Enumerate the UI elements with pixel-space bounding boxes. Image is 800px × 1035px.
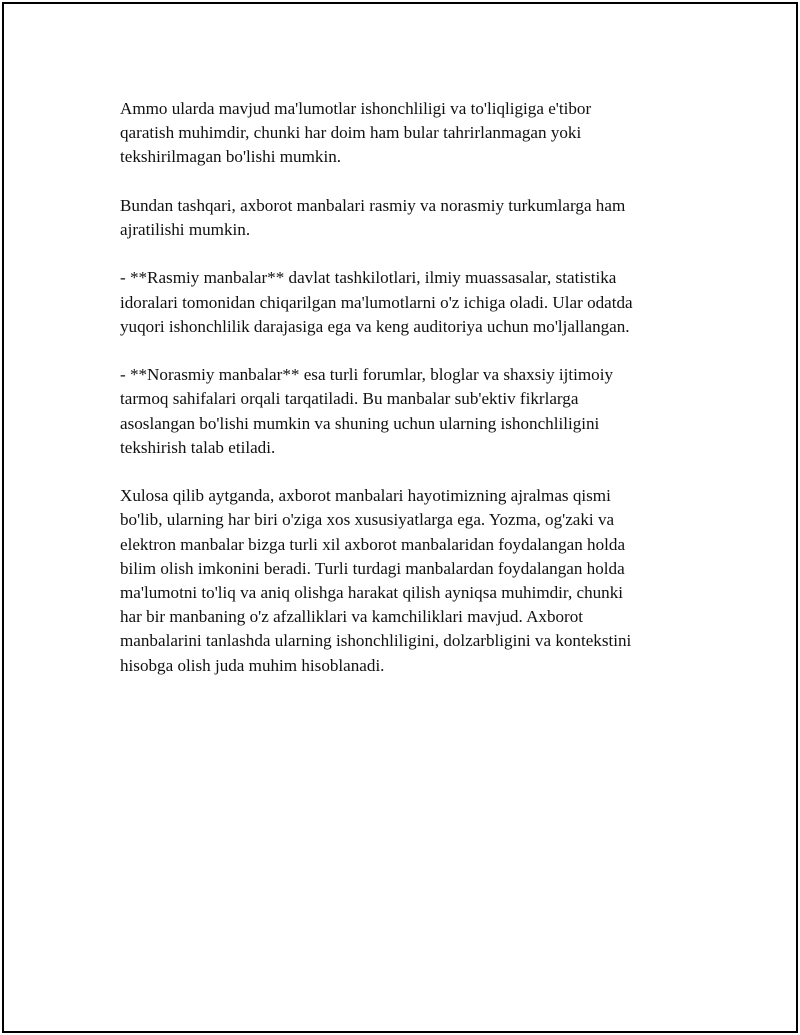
document-page <box>2 2 798 1033</box>
paragraph-source-types: Bundan tashqari, axborot manbalari rasmiy va norasmiy turkumlarga ham ajratilishi mumkin. <box>120 195 626 239</box>
paragraph-conclusion: Xulosa qilib aytganda, axborot manbalari hayotimizning ajralmas qismi bo'lib, ularning har biri o'ziga xos xususiyatlarga ega. Yozma, og'zaki va elektron manbalar bizga turli xil axborot manbalaridan foydalangan holda bilim olish imkonini beradi. Turli turdagi manbalardan foydalangan holda ma'lumotni to'liq va aniq olishga harakat qilish ayniqsa muhimdir, chunki har bir manbaning o'z afzalliklari va kamchiliklari mavjud. Axborot manbalarini tanlashda ularning ishonchliligini, dolzarbligini va kontekstini hisobga olish juda muhim hisoblanadi. <box>120 486 632 675</box>
paragraph-unofficial-sources: - **Norasmiy manbalar** esa turli forumlar, bloglar va shaxsiy ijtimoiy tarmoq sahifalari orqali tarqatiladi. Bu manbalar sub'ektiv fikrlarga asoslangan bo'lishi mumkin va shuning uchun ularning ishonchliligini tekshirish talab etiladi. <box>120 365 614 457</box>
paragraph-reliability-note: Ammo ularda mavjud ma'lumotlar ishonchliligi va to'liqligiga e'tibor qaratish muhimdir, chunki har doim ham bular tahrirlanmagan yoki tekshirilmagan bo'lishi mumkin. <box>120 99 592 167</box>
paragraph-official-sources: - **Rasmiy manbalar** davlat tashkilotlari, ilmiy muassasalar, statistika idoralari tomonidan chiqarilgan ma'lumotlarni o'z ichiga oladi. Ular odatda yuqori ishonchlilik darajasiga ega va keng auditoriya uchun mo'ljallangan. <box>120 268 633 336</box>
document-body <box>120 97 680 702</box>
